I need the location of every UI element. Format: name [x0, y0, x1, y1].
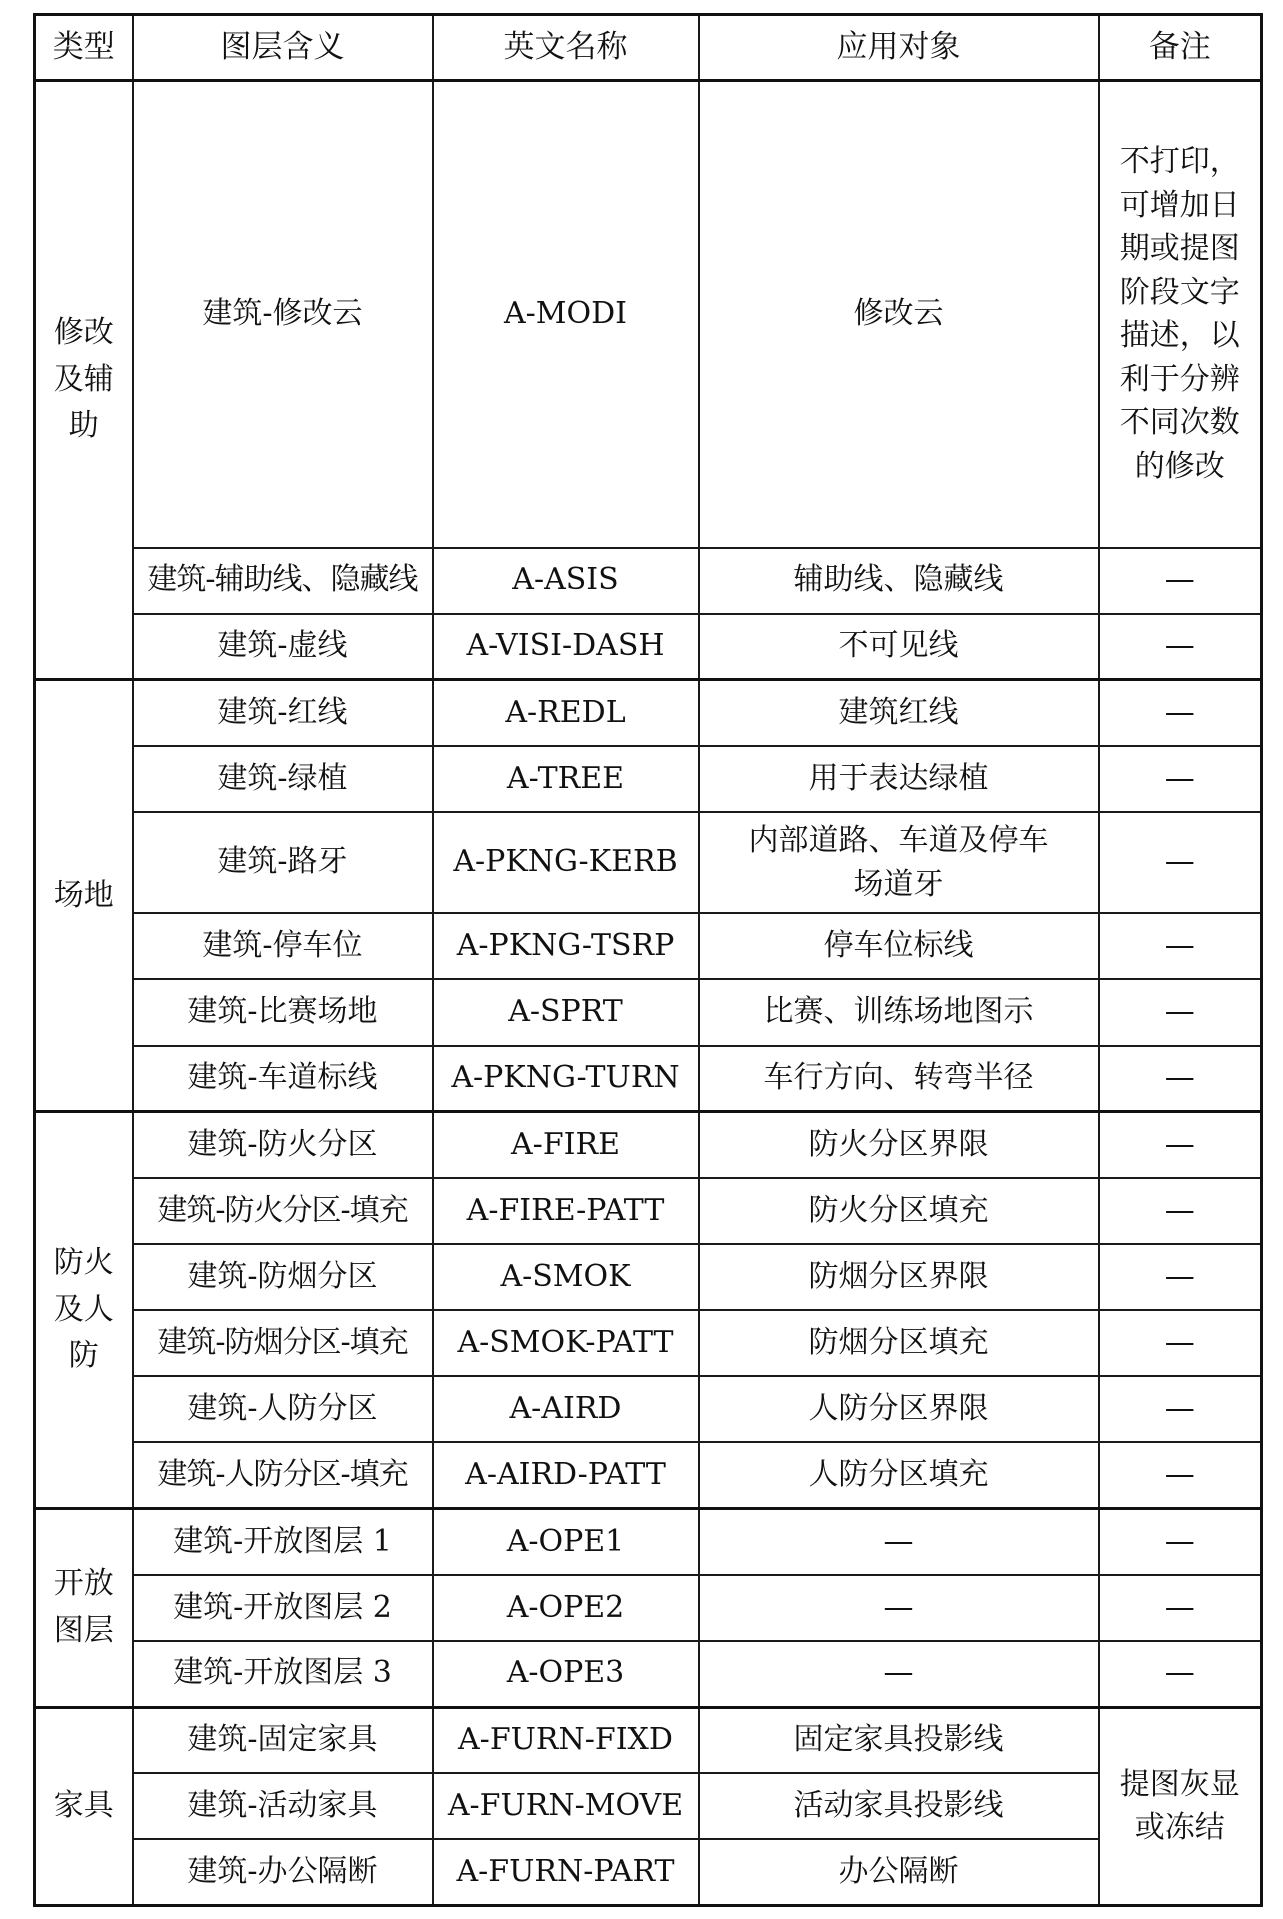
- table-row: [35, 1310, 1262, 1376]
- header-row: [35, 15, 1262, 81]
- layer-english-name: A-MODI: [433, 81, 699, 548]
- layer-english-name: A-OPE1: [433, 1509, 699, 1575]
- layer-remark: —: [1099, 1641, 1262, 1707]
- layer-object: 活动家具投影线: [699, 1773, 1099, 1839]
- table-row: [35, 1376, 1262, 1442]
- layer-remark: —: [1099, 548, 1262, 614]
- table-row: [35, 614, 1262, 680]
- table-row: [35, 1178, 1262, 1244]
- layer-object: 用于表达绿植: [699, 746, 1099, 812]
- header-type: 类型: [35, 15, 133, 81]
- layer-remark: —: [1099, 1310, 1262, 1376]
- layer-object: 人防分区填充: [699, 1442, 1099, 1508]
- table-row: [35, 746, 1262, 812]
- layer-remark: —: [1099, 614, 1262, 680]
- layer-english-name: A-FIRE-PATT: [433, 1178, 699, 1244]
- layer-object: 辅助线、隐藏线: [699, 548, 1099, 614]
- layer-meaning: 建筑-开放图层 1: [133, 1509, 433, 1575]
- group-modify-assist: [35, 81, 1262, 680]
- table-row: [35, 979, 1262, 1045]
- layer-english-name: A-FURN-MOVE: [433, 1773, 699, 1839]
- layer-object: 比赛、训练场地图示: [699, 979, 1099, 1045]
- layer-object: 防火分区填充: [699, 1178, 1099, 1244]
- layer-object: 防烟分区界限: [699, 1244, 1099, 1310]
- table-row: [35, 548, 1262, 614]
- layer-remark: —: [1099, 1575, 1262, 1641]
- layer-english-name: A-PKNG-TSRP: [433, 913, 699, 979]
- layer-meaning: 建筑-开放图层 3: [133, 1641, 433, 1707]
- category-cell: 防火及人防: [35, 1112, 133, 1509]
- layer-remark: —: [1099, 746, 1262, 812]
- table-row: [35, 1641, 1262, 1707]
- layer-object: 建筑红线: [699, 680, 1099, 746]
- group-fire-civil-defense: [35, 1112, 1262, 1509]
- layer-remark: —: [1099, 1178, 1262, 1244]
- header-meaning: 图层含义: [133, 15, 433, 81]
- layer-meaning: 建筑-比赛场地: [133, 979, 433, 1045]
- layer-english-name: A-PKNG-KERB: [433, 812, 699, 913]
- category-cell: 场地: [35, 680, 133, 1112]
- layer-english-name: A-TREE: [433, 746, 699, 812]
- layer-meaning: 建筑-活动家具: [133, 1773, 433, 1839]
- layer-meaning: 建筑-办公隔断: [133, 1839, 433, 1905]
- layer-english-name: A-AIRD: [433, 1376, 699, 1442]
- layer-object: —: [699, 1641, 1099, 1707]
- layer-english-name: A-FURN-PART: [433, 1839, 699, 1905]
- layer-object: 固定家具投影线: [699, 1707, 1099, 1773]
- layer-meaning: 建筑-人防分区-填充: [133, 1442, 433, 1508]
- group-site: [35, 680, 1262, 1112]
- group-furniture: [35, 1707, 1262, 1905]
- layer-remark: —: [1099, 812, 1262, 913]
- table-row: [35, 1707, 1262, 1773]
- layer-english-name: A-SMOK: [433, 1244, 699, 1310]
- layer-meaning: 建筑-防火分区-填充: [133, 1178, 433, 1244]
- table-row: [35, 1112, 1262, 1178]
- layer-meaning: 建筑-绿植: [133, 746, 433, 812]
- layer-meaning: 建筑-红线: [133, 680, 433, 746]
- layer-object: 内部道路、车道及停车场道牙: [699, 812, 1099, 913]
- layer-remark: —: [1099, 1244, 1262, 1310]
- layer-object: 办公隔断: [699, 1839, 1099, 1905]
- table-row: [35, 1773, 1262, 1839]
- layer-meaning: 建筑-辅助线、隐藏线: [133, 548, 433, 614]
- layer-meaning: 建筑-开放图层 2: [133, 1575, 433, 1641]
- layer-table: [33, 13, 1263, 1907]
- layer-remark: —: [1099, 1112, 1262, 1178]
- category-cell: 开放图层: [35, 1509, 133, 1707]
- table-row: [35, 1244, 1262, 1310]
- layer-english-name: A-REDL: [433, 680, 699, 746]
- table-row: [35, 1046, 1262, 1112]
- category-cell: 家具: [35, 1707, 133, 1905]
- layer-remark: —: [1099, 1509, 1262, 1575]
- table-row: [35, 1442, 1262, 1508]
- layer-remark: —: [1099, 1046, 1262, 1112]
- table-row: [35, 81, 1262, 548]
- layer-english-name: A-OPE3: [433, 1641, 699, 1707]
- table-row: [35, 812, 1262, 913]
- table-row: [35, 1575, 1262, 1641]
- category-cell: 修改及辅助: [35, 81, 133, 680]
- layer-object: 不可见线: [699, 614, 1099, 680]
- layer-meaning: 建筑-停车位: [133, 913, 433, 979]
- table-row: [35, 913, 1262, 979]
- layer-english-name: A-FIRE: [433, 1112, 699, 1178]
- layer-english-name: A-SPRT: [433, 979, 699, 1045]
- header-object: 应用对象: [699, 15, 1099, 81]
- layer-english-name: A-PKNG-TURN: [433, 1046, 699, 1112]
- layer-english-name: A-ASIS: [433, 548, 699, 614]
- header-remark: 备注: [1099, 15, 1262, 81]
- layer-english-name: A-FURN-FIXD: [433, 1707, 699, 1773]
- layer-remark: —: [1099, 1376, 1262, 1442]
- layer-object: —: [699, 1575, 1099, 1641]
- layer-remark: 不打印，可增加日期或提图阶段文字描述，以利于分辨不同次数的修改: [1099, 81, 1262, 548]
- table-row: [35, 680, 1262, 746]
- layer-english-name: A-AIRD-PATT: [433, 1442, 699, 1508]
- layer-meaning: 建筑-路牙: [133, 812, 433, 913]
- layer-remark: —: [1099, 1442, 1262, 1508]
- layer-meaning: 建筑-防火分区: [133, 1112, 433, 1178]
- header-english-name: 英文名称: [433, 15, 699, 81]
- layer-object: 防火分区界限: [699, 1112, 1099, 1178]
- group-open-layers: [35, 1509, 1262, 1707]
- layer-meaning: 建筑-虚线: [133, 614, 433, 680]
- layer-english-name: A-OPE2: [433, 1575, 699, 1641]
- layer-object: 车行方向、转弯半径: [699, 1046, 1099, 1112]
- layer-object: 防烟分区填充: [699, 1310, 1099, 1376]
- layer-english-name: A-VISI-DASH: [433, 614, 699, 680]
- layer-remark: 提图灰显或冻结: [1099, 1707, 1262, 1905]
- layer-meaning: 建筑-防烟分区: [133, 1244, 433, 1310]
- table-row: [35, 1839, 1262, 1905]
- layer-remark: —: [1099, 680, 1262, 746]
- layer-meaning: 建筑-车道标线: [133, 1046, 433, 1112]
- layer-object: —: [699, 1509, 1099, 1575]
- layer-remark: —: [1099, 913, 1262, 979]
- table-row: [35, 1509, 1262, 1575]
- layer-english-name: A-SMOK-PATT: [433, 1310, 699, 1376]
- layer-object: 修改云: [699, 81, 1099, 548]
- layer-meaning: 建筑-人防分区: [133, 1376, 433, 1442]
- layer-object: 人防分区界限: [699, 1376, 1099, 1442]
- layer-meaning: 建筑-固定家具: [133, 1707, 433, 1773]
- layer-meaning: 建筑-修改云: [133, 81, 433, 548]
- layer-remark: —: [1099, 979, 1262, 1045]
- layer-object: 停车位标线: [699, 913, 1099, 979]
- layer-meaning: 建筑-防烟分区-填充: [133, 1310, 433, 1376]
